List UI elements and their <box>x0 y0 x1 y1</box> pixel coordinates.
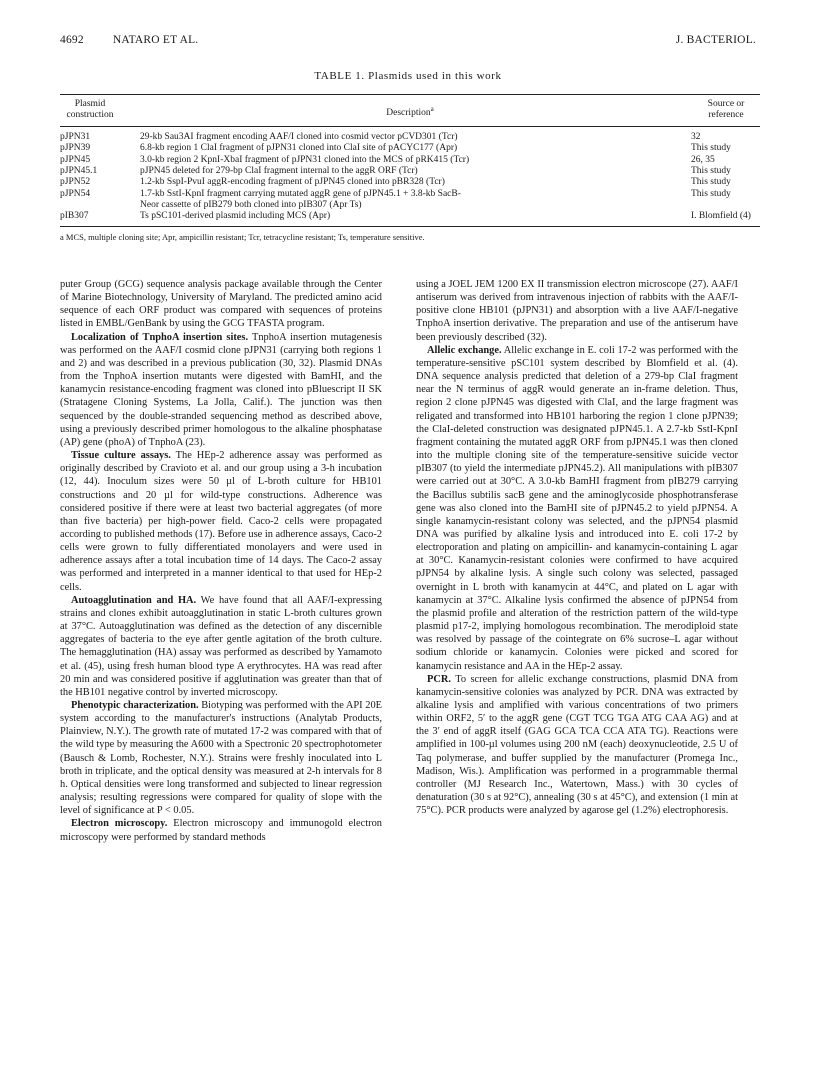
section-heading: Autoagglutination and HA. <box>71 594 197 606</box>
table-cell-description: 1.2-kb SspI-PvuI aggR-encoding fragment of pJPN45 cloned into pBR328 (Tcr) <box>140 177 445 188</box>
table-cell-source: I. Blomfield (4) <box>691 210 751 221</box>
paragraph-text: To screen for allelic exchange constructions, plasmid DNA from kanamycin-sensitive colonies was analyzed by PCR. DNA was extracted by alkaline lysis and amplified with various concentrations of two primers within ORF2, 5′ to the aggR gene (CGT TCG TGA ATG CAA AG) and at the 3′ end of aggR itself (GAG GCA TCA CCA ATA TG). Reactions were amplified in 100-µl volumes using 200 nM (each) deoxynucleotide, 2.5 U of Taq polymerase, and buffer supplied by the manufacturer (Promega Inc., Madison, Wis.). Amplification was performed in a programmable thermal controller (MJ Research Inc., Watertown, Mass.) with 30 cycles of denaturation (30 s at 92°C), annealing (30 s at 45°C), and extension (1 min at 75°C). PCR products were analyzed by agarose gel (1.2%) electrophoresis. <box>416 673 738 817</box>
description-footnote-marker: a <box>430 105 434 113</box>
table-cell-description: 3.0-kb region 2 KpnI-XbaI fragment of pJPN31 cloned into the MCS of pRK415 (Tcr) <box>140 154 470 165</box>
paragraph <box>60 278 382 331</box>
table-cell-plasmid: pJPN54 <box>60 188 91 199</box>
table-cell-plasmid: pJPN45 <box>60 154 91 165</box>
table-cell-description: 1.7-kb SstI-KpnI fragment carrying mutated aggR gene of pJPN45.1 + 3.8-kb SacB- <box>140 188 461 199</box>
table-cell-description: Neor cassette of pIB279 both cloned into pIB307 (Apr Ts) <box>140 199 362 210</box>
table-header-rule <box>60 126 760 127</box>
paragraph-text: puter Group (GCG) sequence analysis package available through the Center of Marine Biotechnology, University of Maryland. The predicted amino acid sequence of each ORF product was compared with sequences of proteins listed in EMBL/GenBank by using the GCG TFASTA program. <box>60 279 382 330</box>
section-heading: Allelic exchange. <box>427 344 502 356</box>
table-cell-source: This study <box>691 165 731 176</box>
section-heading: Localization of TnphoA insertion sites. <box>71 331 249 343</box>
section-heading: Electron microscopy. <box>71 818 168 830</box>
table-cell-plasmid: pJPN39 <box>60 143 91 154</box>
col-header-source: Source or reference <box>707 99 745 120</box>
page-number: 4692 <box>60 34 84 46</box>
left-column <box>60 278 382 844</box>
table-cell-plasmid: pJPN52 <box>60 177 91 188</box>
paragraph <box>60 449 382 594</box>
section-heading: Phenotypic characterization. <box>71 700 199 711</box>
table-cell-plasmid: pIB307 <box>60 210 89 221</box>
paragraph-text: We have found that all AAF/I-expressing strains and clones exhibit autoagglutination in static L-broth cultures grown at 37°C. Autoagglutination was defined as the detection of any discernible aggregates of bacteria to the eye after gentle agitation of the broth culture. The hemagglutination (HA) assay was performed as described by Yamamoto et al. (45), using fresh human blood type A erythrocytes. HA was read after 20 min and was considered positive if agglutination was greater than that of the HB101 negative control by inverted microscopy. <box>60 594 382 698</box>
paragraph-text: The HEp-2 adherence assay was performed as originally described by Cravioto et al. and our group using a 3-h incubation (12, 44). Inoculum sizes were 50 µl of L-broth culture for HB101 constructions and 20 µl for wild-type constructions. Adherence was considered positive if there were at least two bacterial aggregates (of more than five bacteria) per high-power field. Caco-2 cells were propagated according to published methods (17). Before use in adherence assays, Caco-2 cells were grown to fully differentiated monolayers and were used in adherence assays after a total incubation time of 14 days. The Caco-2 assay was performed and interpreted in a manner identical to that used for HEp-2 cells. <box>60 450 383 593</box>
paragraph-text: Electron microscopy and immunogold electron microscopy were performed by standard methods <box>60 818 383 843</box>
paragraph <box>416 278 738 344</box>
col-header-description-text: Description <box>386 108 431 119</box>
section-heading: PCR. <box>427 673 451 685</box>
paragraph-text: Allelic exchange in E. coli 17-2 was performed with the temperature-sensitive pSC101 system described by Blomfield et al. (4). DNA sequence analysis predicted that deletion of a 279-bp ClaI fragment near the N terminus of aggR would generate an in-frame deletion. Thus, region 2 clone pJPN45 was digested with ClaI, and the large fragment was religated and transformed into HB101 harboring the region 1 clone pJPN39; the ClaI-deleted construction was designated pJPN45.1. A 2.7-kb SstI-KpnI fragment containing the mutated aggR ORF from pJPN45.1 was then cloned into the multiple cloning site of the temperature-sensitive suicide vector pIB307 (to yield the intermediate pJPN45.2). All manipulations with pIB307 were carried out at 30°C. A 3.0-kb BamHI fragment from pIB279 carrying the Bacillus subtilis sacB gene and the aminoglycoside phosphotransferase gene was also cloned into the BamHI site of pJPN45.2 to yield pJPN54. A single kanamycin-resistant colony was selected, and the pJPN54 plasmid DNA was purified by alkaline lysis and introduced into E. coli 17-2 by electroporation and plating on ampicillin- and kanamycin-containing L agar at 30°C. Kanamycin-resistant colonies were confirmed to have acquired pJPN54 by alkaline lysis. A single such colony was selected, passaged overnight in L broth with kanamycin at 44°C, and plated on L agar with kanamycin at 37°C. Alkaline lysis confirmed the absence of pJPN54 from the plasmid profile and alteration of the restriction pattern of the wild-type plasmid p17-2, implying homologous recombination. The merodiploid state was resolved by passage of the cointegrate on 6% sucrose–L agar without sodium chloride or kanamycin. Colonies were picked and scored for kanamycin resistance and AA in the HEp-2 assay. <box>416 344 738 672</box>
table-cell-source: This study <box>691 177 731 188</box>
section-heading: Tissue culture assays. <box>71 450 171 462</box>
paragraph-text: TnphoA insertion mutagenesis was performed on the AAF/I cosmid clone pJPN31 (carrying both regions 1 and 2) and was described in a previous publication (30, 32). Plasmid DNAs from the TnphoA insertion mutants were digested with BamHI, and the kanamycin resistance-encoding fragment was cloned into pBluescript II SK (Stratagene Cloning Systems, La Jolla, Calif.). The junction was then sequenced by the double-stranded sequencing method as described above, using a previously described primer homologous to the alkaline phosphatase (AP) gene (phoA) of TnphoA (23). <box>60 331 383 448</box>
table-cell-source: 26, 35 <box>691 154 715 165</box>
paragraph <box>416 673 738 818</box>
paragraph <box>416 344 738 673</box>
header-authors: NATARO ET AL. <box>112 34 199 46</box>
right-column <box>416 278 738 817</box>
table-cell-description: Ts pSC101-derived plasmid including MCS (Apr) <box>140 210 331 221</box>
paragraph <box>60 331 382 449</box>
table-cell-source: 32 <box>691 132 701 142</box>
col-header-plasmid: Plasmid construction <box>66 99 114 120</box>
paragraph <box>60 817 382 843</box>
table-cell-plasmid: pJPN45.1 <box>60 165 98 176</box>
paragraph <box>60 594 382 699</box>
table-cell-plasmid: pJPN31 <box>60 132 91 142</box>
paragraph <box>60 699 382 817</box>
table-cell-description: pJPN45 deleted for 279-bp ClaI fragment internal to the aggR ORF (Tcr) <box>140 165 418 176</box>
table-top-rule <box>60 94 760 95</box>
table-cell-source: This study <box>691 188 731 199</box>
table-bottom-rule <box>60 226 760 227</box>
table-title: TABLE 1. Plasmids used in this work <box>314 70 502 82</box>
table-cell-source: This study <box>691 143 731 154</box>
paragraph-text: Biotyping was performed with the API 20E system according to the manufacturer's instructions (Analytab Products, Plainview, N.Y.). The growth rate of mutated 17-2 was compared with that of the wild type by measuring the A600 with a Spectronic 20 spectrophotometer (Bausch & Lomb, Rochester, N.Y.). Strains were freshly inoculated into L broth in triplicate, and the optical density was measured at 2-h intervals for 8 h. Optical densities were long transformed and subjected to linear regression analysis; resulting regressions were compared for quality of slope with the level of significance at P < 0.05. <box>60 700 382 817</box>
running-header-left <box>60 34 198 46</box>
table-cell-description: 6.8-kb region 1 ClaI fragment of pJPN31 cloned into ClaI site of pACYC177 (Apr) <box>140 143 458 154</box>
table-footnote: a MCS, multiple cloning site; Apr, ampicillin resistant; Tcr, tetracycline resistant; Ts, temperature sensitive. <box>60 232 425 243</box>
table-cell-description: 29-kb Sau3AI fragment encoding AAF/I cloned into cosmid vector pCVD301 (Tcr) <box>140 132 458 142</box>
header-journal: J. BACTERIOL. <box>675 34 756 46</box>
paragraph-text: using a JOEL JEM 1200 EX II transmission electron microscope (27). AAF/I antiserum was derived from intravenous injection of rabbits with the AAF/I-positive clone HB101 (pJPN31) and absorption with a live AAF/I-negative TnphoA insertion derivative. The preparation and use of the antiserum have been previously described (32). <box>416 279 738 343</box>
col-header-description <box>140 104 680 119</box>
